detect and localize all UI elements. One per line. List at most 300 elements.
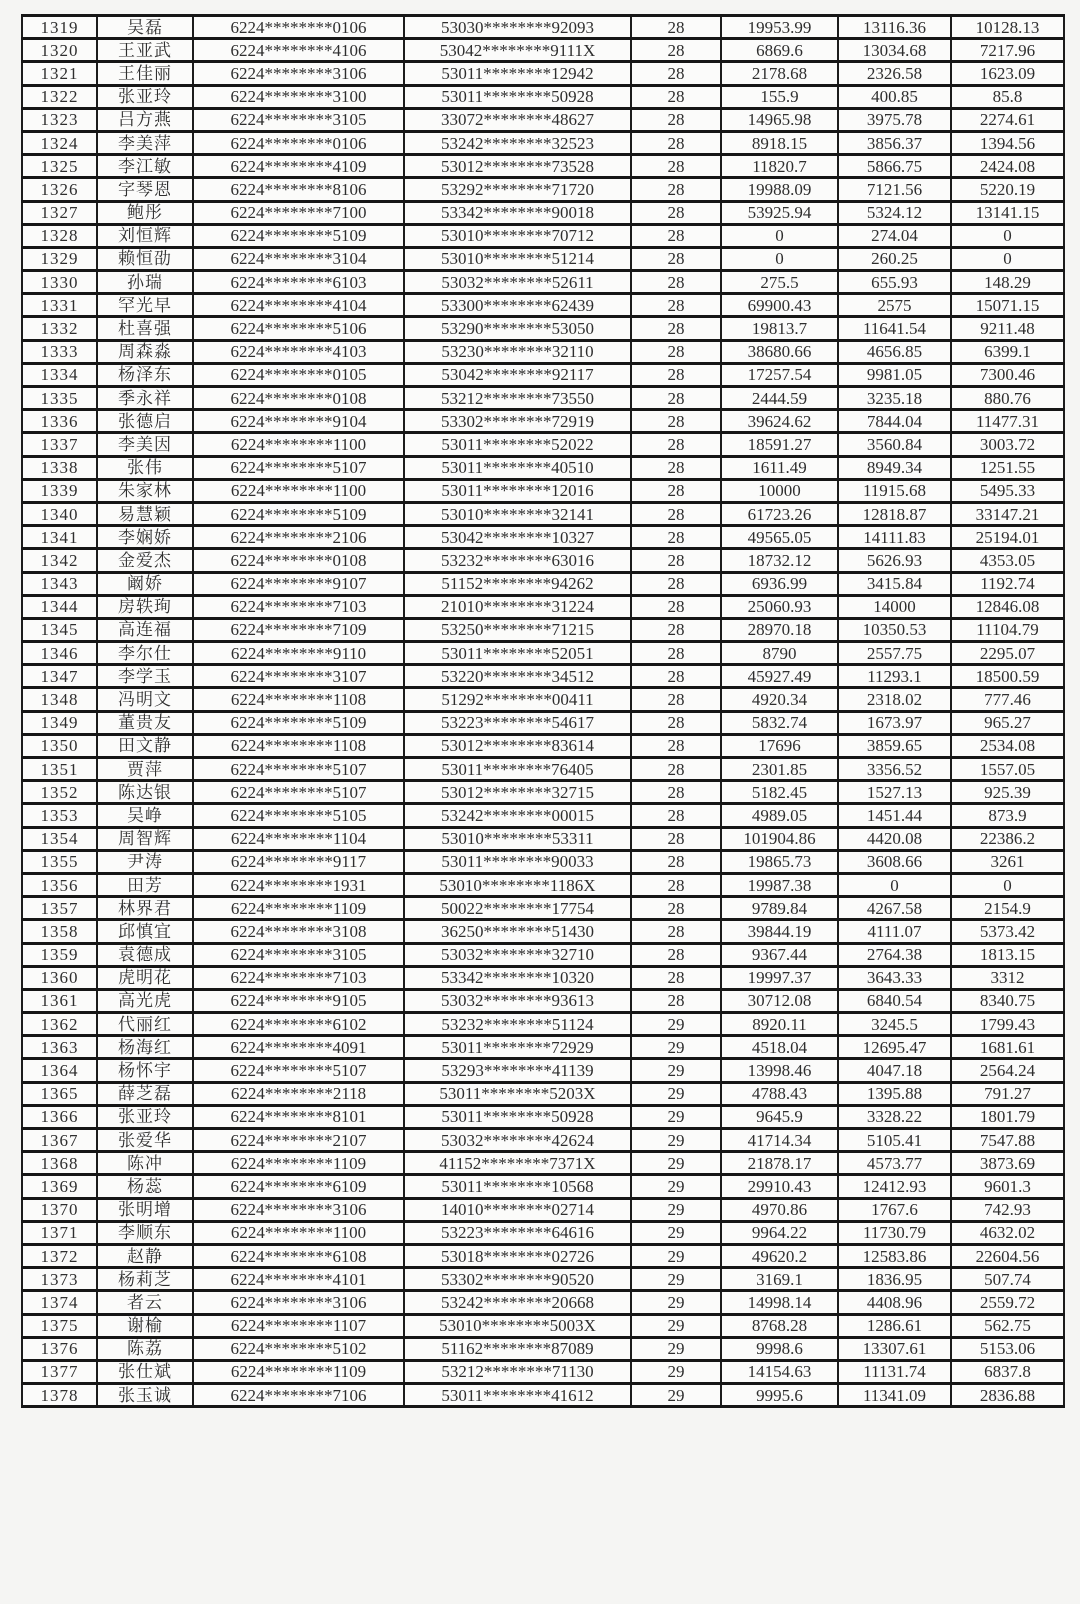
masked-bank-card: 6224********0108 [193,549,404,572]
masked-id-number: 53230********32110 [404,340,631,363]
table-row [22,572,1064,595]
sequence-number: 1351 [22,758,97,781]
masked-id-number: 53212********71130 [404,1360,631,1383]
masked-bank-card: 6224********0105 [193,363,404,386]
amount-1: 4989.05 [721,804,838,827]
masked-id-number: 51162********87089 [404,1337,631,1360]
days-value: 28 [631,758,721,781]
table-row [22,1175,1064,1198]
person-name: 王亚武 [97,39,193,62]
sequence-number: 1327 [22,201,97,224]
amount-1: 5832.74 [721,711,838,734]
masked-bank-card: 6224********5107 [193,781,404,804]
amount-2: 4408.96 [838,1291,951,1314]
person-name: 张亚玲 [97,85,193,108]
masked-id-number: 53302********72919 [404,410,631,433]
table-row [22,1198,1064,1221]
table-row [22,387,1064,410]
masked-id-number: 53011********40510 [404,456,631,479]
person-name: 田芳 [97,873,193,896]
masked-id-number: 41152********7371X [404,1152,631,1175]
amount-1: 11820.7 [721,155,838,178]
days-value: 28 [631,572,721,595]
amount-2: 13034.68 [838,39,951,62]
table-row [22,688,1064,711]
amount-3: 5495.33 [951,479,1064,502]
masked-id-number: 53250********71215 [404,618,631,641]
amount-1: 0 [721,247,838,270]
table-row [22,1291,1064,1314]
days-value: 28 [631,201,721,224]
amount-1: 275.5 [721,271,838,294]
days-value: 28 [631,804,721,827]
sequence-number: 1361 [22,989,97,1012]
sequence-number: 1357 [22,897,97,920]
masked-id-number: 21010********31224 [404,595,631,618]
masked-id-number: 53032********52611 [404,271,631,294]
amount-1: 1611.49 [721,456,838,479]
person-name: 张仕斌 [97,1360,193,1383]
days-value: 28 [631,479,721,502]
masked-id-number: 53300********62439 [404,294,631,317]
masked-id-number: 53032********42624 [404,1129,631,1152]
amount-2: 5626.93 [838,549,951,572]
masked-id-number: 53042********10327 [404,526,631,549]
table-row [22,1314,1064,1337]
amount-1: 61723.26 [721,502,838,525]
days-value: 28 [631,665,721,688]
amount-3: 1799.43 [951,1013,1064,1036]
amount-2: 12583.86 [838,1244,951,1267]
amount-2: 2326.58 [838,62,951,85]
amount-2: 12818.87 [838,502,951,525]
amount-1: 29910.43 [721,1175,838,1198]
masked-bank-card: 6224********2118 [193,1082,404,1105]
sequence-number: 1371 [22,1221,97,1244]
sequence-number: 1319 [22,16,97,39]
amount-2: 3859.65 [838,734,951,757]
amount-2: 3415.84 [838,572,951,595]
days-value: 29 [631,1059,721,1082]
sequence-number: 1375 [22,1314,97,1337]
masked-id-number: 33072********48627 [404,108,631,131]
masked-bank-card: 6224********7103 [193,966,404,989]
sequence-number: 1329 [22,247,97,270]
person-name: 高连福 [97,618,193,641]
amount-1: 4970.86 [721,1198,838,1221]
amount-3: 3873.69 [951,1152,1064,1175]
masked-bank-card: 6224********4103 [193,340,404,363]
days-value: 28 [631,502,721,525]
amount-1: 8918.15 [721,131,838,154]
masked-bank-card: 6224********0106 [193,16,404,39]
table-row [22,1036,1064,1059]
sequence-number: 1340 [22,502,97,525]
masked-id-number: 53032********32710 [404,943,631,966]
masked-bank-card: 6224********1109 [193,897,404,920]
amount-2: 274.04 [838,224,951,247]
table-row [22,1152,1064,1175]
amount-1: 38680.66 [721,340,838,363]
sequence-number: 1364 [22,1059,97,1082]
amount-2: 3560.84 [838,433,951,456]
person-name: 吴峥 [97,804,193,827]
sequence-number: 1372 [22,1244,97,1267]
table-row [22,1129,1064,1152]
amount-3: 9601.3 [951,1175,1064,1198]
sequence-number: 1362 [22,1013,97,1036]
masked-id-number: 53030********92093 [404,16,631,39]
sequence-number: 1350 [22,734,97,757]
amount-3: 2564.24 [951,1059,1064,1082]
person-name: 杨怀宇 [97,1059,193,1082]
masked-bank-card: 6224********0108 [193,387,404,410]
amount-1: 19987.38 [721,873,838,896]
masked-bank-card: 6224********9104 [193,410,404,433]
amount-1: 19813.7 [721,317,838,340]
masked-bank-card: 6224********3106 [193,62,404,85]
amount-2: 3608.66 [838,850,951,873]
person-name: 谢榆 [97,1314,193,1337]
person-name: 陈荔 [97,1337,193,1360]
person-name: 田文静 [97,734,193,757]
person-name: 吕方燕 [97,108,193,131]
person-name: 朱家林 [97,479,193,502]
amount-3: 965.27 [951,711,1064,734]
days-value: 28 [631,920,721,943]
masked-id-number: 36250********51430 [404,920,631,943]
masked-id-number: 53011********52051 [404,642,631,665]
sequence-number: 1343 [22,572,97,595]
masked-bank-card: 6224********3104 [193,247,404,270]
amount-1: 17696 [721,734,838,757]
days-value: 28 [631,456,721,479]
masked-bank-card: 6224********5109 [193,502,404,525]
table-row [22,1082,1064,1105]
amount-2: 11341.09 [838,1384,951,1407]
table-row [22,155,1064,178]
table-row [22,131,1064,154]
amount-2: 11730.79 [838,1221,951,1244]
person-name: 李学玉 [97,665,193,688]
amount-2: 4573.77 [838,1152,951,1175]
table-row [22,340,1064,363]
days-value: 28 [631,224,721,247]
sequence-number: 1366 [22,1105,97,1128]
sequence-number: 1346 [22,642,97,665]
days-value: 28 [631,526,721,549]
amount-1: 9645.9 [721,1105,838,1128]
person-name: 张伟 [97,456,193,479]
days-value: 28 [631,271,721,294]
masked-id-number: 53212********73550 [404,387,631,410]
amount-3: 2534.08 [951,734,1064,757]
days-value: 29 [631,1221,721,1244]
days-value: 29 [631,1082,721,1105]
masked-id-number: 53010********70712 [404,224,631,247]
sequence-number: 1363 [22,1036,97,1059]
masked-id-number: 53342********10320 [404,966,631,989]
masked-id-number: 53011********12942 [404,62,631,85]
sequence-number: 1358 [22,920,97,943]
person-name: 冯明文 [97,688,193,711]
amount-2: 5105.41 [838,1129,951,1152]
masked-bank-card: 6224********7100 [193,201,404,224]
amount-1: 9998.6 [721,1337,838,1360]
sequence-number: 1320 [22,39,97,62]
table-row [22,804,1064,827]
masked-bank-card: 6224********9110 [193,642,404,665]
sequence-number: 1322 [22,85,97,108]
amount-1: 9367.44 [721,943,838,966]
amount-3: 1623.09 [951,62,1064,85]
amount-1: 8790 [721,642,838,665]
sequence-number: 1334 [22,363,97,386]
person-name: 张亚玲 [97,1105,193,1128]
person-name: 陈达银 [97,781,193,804]
amount-3: 2274.61 [951,108,1064,131]
table-row [22,317,1064,340]
amount-2: 1451.44 [838,804,951,827]
masked-id-number: 14010********02714 [404,1198,631,1221]
sequence-number: 1339 [22,479,97,502]
table-row [22,85,1064,108]
masked-bank-card: 6224********5106 [193,317,404,340]
sequence-number: 1323 [22,108,97,131]
days-value: 29 [631,1129,721,1152]
amount-1: 14998.14 [721,1291,838,1314]
amount-2: 1767.6 [838,1198,951,1221]
amount-2: 11293.1 [838,665,951,688]
days-value: 28 [631,178,721,201]
days-value: 28 [631,155,721,178]
amount-3: 33147.21 [951,502,1064,525]
amount-3: 1557.05 [951,758,1064,781]
person-name: 周智辉 [97,827,193,850]
amount-2: 5866.75 [838,155,951,178]
table-row [22,456,1064,479]
amount-1: 155.9 [721,85,838,108]
amount-1: 17257.54 [721,363,838,386]
sequence-number: 1354 [22,827,97,850]
person-name: 李美因 [97,433,193,456]
sequence-number: 1345 [22,618,97,641]
amount-1: 19988.09 [721,178,838,201]
amount-3: 12846.08 [951,595,1064,618]
amount-1: 6936.99 [721,572,838,595]
amount-3: 6837.8 [951,1360,1064,1383]
days-value: 28 [631,131,721,154]
days-value: 28 [631,108,721,131]
masked-bank-card: 6224********9107 [193,572,404,595]
amount-1: 14965.98 [721,108,838,131]
sequence-number: 1344 [22,595,97,618]
masked-bank-card: 6224********8101 [193,1105,404,1128]
sequence-number: 1356 [22,873,97,896]
amount-2: 11131.74 [838,1360,951,1383]
table-row [22,1360,1064,1383]
table-row [22,178,1064,201]
masked-bank-card: 6224********7109 [193,618,404,641]
table-row [22,479,1064,502]
table-row [22,294,1064,317]
amount-1: 19997.37 [721,966,838,989]
days-value: 28 [631,781,721,804]
amount-2: 1836.95 [838,1268,951,1291]
amount-3: 507.74 [951,1268,1064,1291]
masked-bank-card: 6224********1109 [193,1360,404,1383]
amount-1: 10000 [721,479,838,502]
amount-3: 85.8 [951,85,1064,108]
sequence-number: 1352 [22,781,97,804]
masked-id-number: 53042********92117 [404,363,631,386]
amount-2: 0 [838,873,951,896]
masked-id-number: 53018********02726 [404,1244,631,1267]
amount-3: 1801.79 [951,1105,1064,1128]
days-value: 28 [631,433,721,456]
table-row [22,247,1064,270]
table-row [22,850,1064,873]
amount-3: 873.9 [951,804,1064,827]
masked-id-number: 53010********5003X [404,1314,631,1337]
person-name: 吴磊 [97,16,193,39]
days-value: 28 [631,873,721,896]
days-value: 29 [631,1175,721,1198]
amount-1: 18591.27 [721,433,838,456]
sequence-number: 1378 [22,1384,97,1407]
person-name: 李顺东 [97,1221,193,1244]
amount-2: 3328.22 [838,1105,951,1128]
person-name: 易慧颖 [97,502,193,525]
amount-3: 2424.08 [951,155,1064,178]
days-value: 28 [631,989,721,1012]
person-name: 李娴娇 [97,526,193,549]
days-value: 29 [631,1314,721,1337]
amount-1: 4518.04 [721,1036,838,1059]
person-name: 张明增 [97,1198,193,1221]
amount-1: 49565.05 [721,526,838,549]
amount-2: 1395.88 [838,1082,951,1105]
person-name: 房轶珣 [97,595,193,618]
table-row [22,62,1064,85]
masked-id-number: 53223********54617 [404,711,631,734]
person-name: 杨海红 [97,1036,193,1059]
sequence-number: 1321 [22,62,97,85]
amount-2: 3356.52 [838,758,951,781]
table-row [22,734,1064,757]
person-name: 赵静 [97,1244,193,1267]
table-row [22,1384,1064,1407]
sequence-number: 1331 [22,294,97,317]
days-value: 28 [631,62,721,85]
days-value: 28 [631,618,721,641]
masked-bank-card: 6224********3106 [193,1198,404,1221]
amount-1: 45927.49 [721,665,838,688]
table-row [22,502,1064,525]
table-row [22,989,1064,1012]
amount-1: 13998.46 [721,1059,838,1082]
masked-id-number: 53010********32141 [404,502,631,525]
amount-3: 0 [951,224,1064,247]
masked-bank-card: 6224********1931 [193,873,404,896]
amount-3: 5220.19 [951,178,1064,201]
person-name: 鲍彤 [97,201,193,224]
masked-bank-card: 6224********1107 [193,1314,404,1337]
masked-id-number: 53011********72929 [404,1036,631,1059]
amount-3: 6399.1 [951,340,1064,363]
amount-1: 25060.93 [721,595,838,618]
amount-3: 25194.01 [951,526,1064,549]
masked-id-number: 53011********52022 [404,433,631,456]
days-value: 28 [631,294,721,317]
days-value: 28 [631,39,721,62]
person-name: 金爱杰 [97,549,193,572]
days-value: 29 [631,1036,721,1059]
amount-2: 12412.93 [838,1175,951,1198]
amount-3: 7547.88 [951,1129,1064,1152]
masked-id-number: 53011********12016 [404,479,631,502]
person-name: 王佳丽 [97,62,193,85]
masked-bank-card: 6224********3106 [193,1291,404,1314]
sequence-number: 1333 [22,340,97,363]
table-row [22,526,1064,549]
table-row [22,1059,1064,1082]
sequence-number: 1337 [22,433,97,456]
sequence-number: 1332 [22,317,97,340]
days-value: 29 [631,1198,721,1221]
masked-id-number: 53042********9111X [404,39,631,62]
days-value: 29 [631,1244,721,1267]
masked-id-number: 53012********73528 [404,155,631,178]
masked-bank-card: 6224********3105 [193,108,404,131]
sequence-number: 1365 [22,1082,97,1105]
amount-1: 39624.62 [721,410,838,433]
masked-id-number: 53010********1186X [404,873,631,896]
amount-3: 13141.15 [951,201,1064,224]
masked-id-number: 53232********51124 [404,1013,631,1036]
amount-1: 6869.6 [721,39,838,62]
days-value: 28 [631,734,721,757]
masked-id-number: 53011********90033 [404,850,631,873]
amount-2: 4267.58 [838,897,951,920]
masked-bank-card: 6224********7106 [193,1384,404,1407]
table-row [22,1221,1064,1244]
table-row [22,1105,1064,1128]
masked-id-number: 53242********00015 [404,804,631,827]
person-name: 张玉诚 [97,1384,193,1407]
days-value: 28 [631,549,721,572]
amount-1: 19953.99 [721,16,838,39]
amount-1: 0 [721,224,838,247]
amount-3: 5373.42 [951,920,1064,943]
sequence-number: 1347 [22,665,97,688]
amount-3: 3261 [951,850,1064,873]
masked-bank-card: 6224********5109 [193,224,404,247]
masked-id-number: 53011********50928 [404,1105,631,1128]
amount-3: 2295.07 [951,642,1064,665]
table-row [22,410,1064,433]
sequence-number: 1376 [22,1337,97,1360]
sequence-number: 1367 [22,1129,97,1152]
masked-id-number: 53242********32523 [404,131,631,154]
days-value: 29 [631,1337,721,1360]
masked-id-number: 53012********83614 [404,734,631,757]
masked-bank-card: 6224********3105 [193,943,404,966]
amount-2: 400.85 [838,85,951,108]
masked-id-number: 53242********20668 [404,1291,631,1314]
masked-bank-card: 6224********1100 [193,479,404,502]
masked-bank-card: 6224********9105 [193,989,404,1012]
